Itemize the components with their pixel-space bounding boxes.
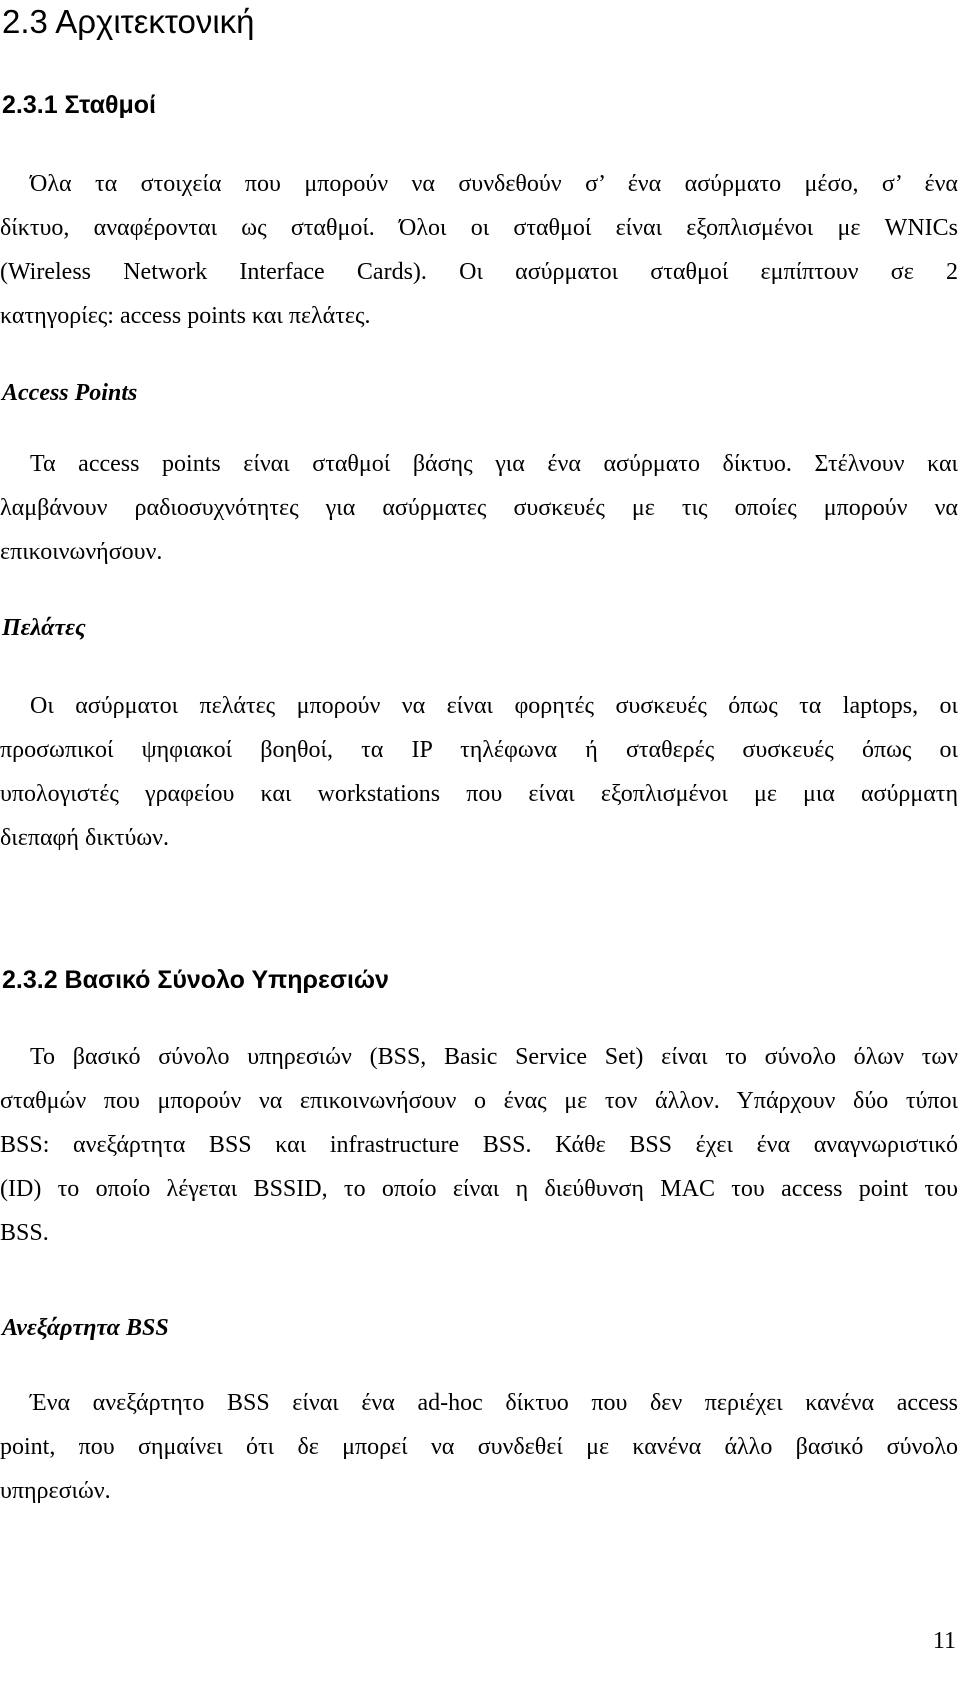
paragraph-line: Όλα τα στοιχεία που μπορούν να συνδεθούν σ’ ένα ασύρματο μέσο, σ’ ένα <box>30 171 958 197</box>
paragraph-line: Το βασικό σύνολο υπηρεσιών (BSS, Basic Service Set) είναι το σύνολο όλων των <box>30 1044 958 1070</box>
independent-bss-heading: Ανεξάρτητα BSS <box>2 1315 169 1341</box>
paragraph-line: Ένα ανεξάρτητο BSS είναι ένα ad-hoc δίκτυο που δεν περιέχει κανένα access <box>30 1390 958 1416</box>
paragraph-line: υπηρεσιών. <box>0 1478 111 1504</box>
page-number: 11 <box>932 1628 956 1654</box>
paragraph-line: υπολογιστές γραφείου και workstations που είναι εξοπλισμένοι με μια ασύρματη <box>0 781 958 807</box>
paragraph-line: κατηγορίες: access points και πελάτες. <box>0 303 371 329</box>
paragraph-line: (Wireless Network Interface Cards). Οι ασύρματοι σταθμοί εμπίπτουν σε 2 <box>0 259 958 285</box>
stations-intro-paragraph <box>0 162 958 338</box>
paragraph-line: λαμβάνουν ραδιοσυχνότητες για ασύρματες συσκευές με τις οποίες μπορούν να <box>0 495 958 521</box>
paragraph-line: επικοινωνήσουν. <box>0 539 163 565</box>
paragraph-line: (ID) το οποίο λέγεται BSSID, το οποίο είναι η διεύθυνση MAC του access point του <box>0 1176 958 1202</box>
paragraph-line: Οι ασύρματοι πελάτες μπορούν να είναι φορητές συσκευές όπως τα laptops, οι <box>30 693 958 719</box>
paragraph-line: δίκτυο, αναφέρονται ως σταθμοί. Όλοι οι σταθμοί είναι εξοπλισμένοι με WNICs <box>0 215 958 241</box>
paragraph-line: σταθμών που μπορούν να επικοινωνήσουν ο ένας με τον άλλον. Υπάρχουν δύο τύποι <box>0 1088 958 1114</box>
subsection-title-bss: 2.3.2 Βασικό Σύνολο Υπηρεσιών <box>2 966 389 994</box>
paragraph-line: Τα access points είναι σταθμοί βάσης για ένα ασύρματο δίκτυο. Στέλνουν και <box>30 451 958 477</box>
paragraph-line: point, που σημαίνει ότι δε μπορεί να συνδεθεί με κανένα άλλο βασικό σύνολο <box>0 1434 958 1460</box>
independent-bss-paragraph <box>0 1381 958 1513</box>
paragraph-line: BSS. <box>0 1220 49 1246</box>
access-points-heading: Access Points <box>2 380 138 406</box>
paragraph-line: προσωπικοί ψηφιακοί βοηθοί, τα IP τηλέφωνα ή σταθερές συσκευές όπως οι <box>0 737 958 763</box>
paragraph-line: BSS: ανεξάρτητα BSS και infrastructure BSS. Κάθε BSS έχει ένα αναγνωριστικό <box>0 1132 958 1158</box>
clients-heading: Πελάτες <box>2 615 86 641</box>
access-points-paragraph <box>0 442 958 574</box>
bss-paragraph <box>0 1035 958 1255</box>
subsection-title-stations: 2.3.1 Σταθμοί <box>2 91 156 119</box>
paragraph-line: διεπαφή δικτύων. <box>0 825 169 851</box>
section-title: 2.3 Αρχιτεκτονική <box>2 3 255 40</box>
clients-paragraph <box>0 684 958 860</box>
